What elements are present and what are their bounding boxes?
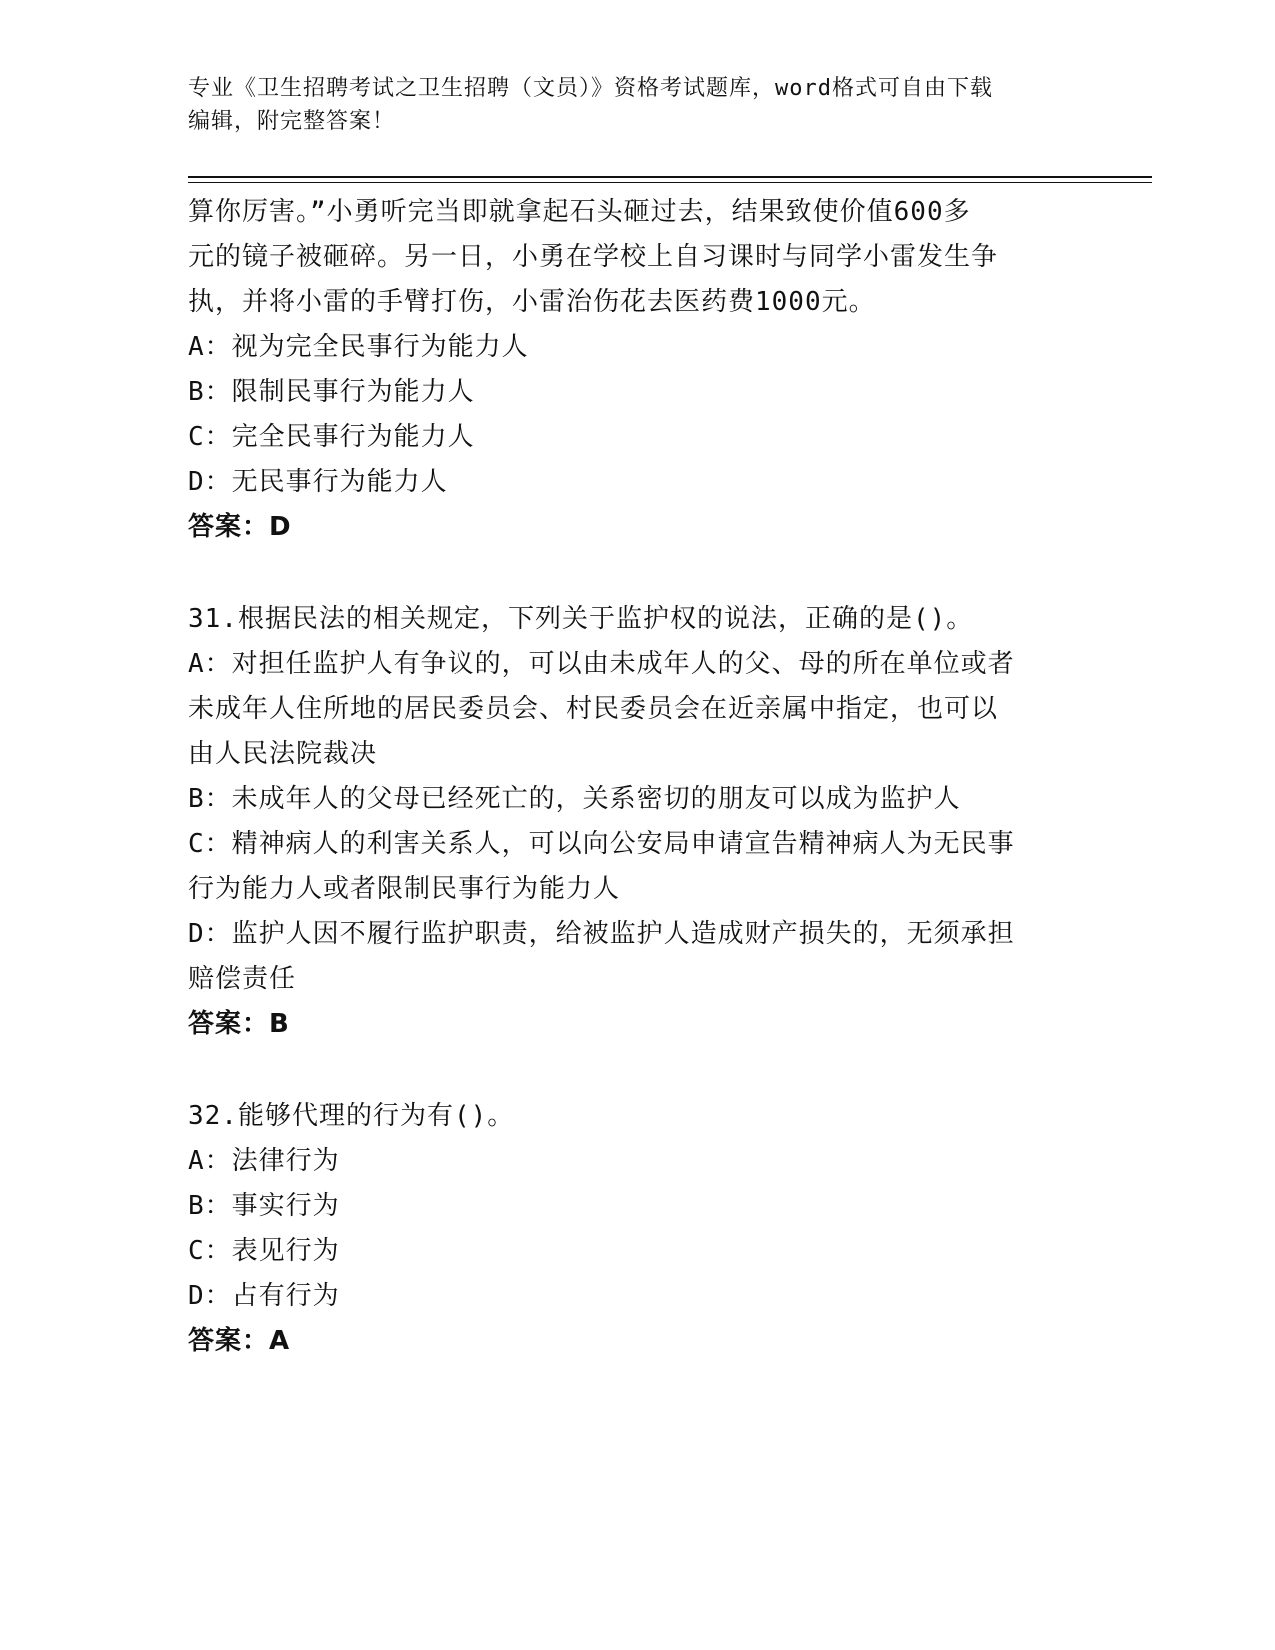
prev-question-block [188, 190, 1088, 550]
question-text-line: 元的镜子被砸碎。另一日，小勇在学校上自习课时与同学小雷发生争 [188, 242, 999, 272]
question-content [188, 190, 1088, 1364]
option-a: A：对担任监护人有争议的，可以由未成年人的父、母的所在单位或者 [188, 649, 1015, 679]
option-b: B：未成年人的父母已经死亡的，关系密切的朋友可以成为监护人 [188, 784, 961, 814]
document-header [188, 72, 1088, 138]
question-stem: 31.根据民法的相关规定，下列关于监护权的说法，正确的是()。 [188, 604, 974, 634]
option-d: D：占有行为 [188, 1281, 340, 1311]
question-32-block [188, 1094, 1088, 1364]
option-a: A：视为完全民事行为能力人 [188, 332, 529, 362]
header-divider-thin [188, 182, 1152, 183]
header-line-1: 专业《卫生招聘考试之卫生招聘（文员）》资格考试题库，word格式可自由下载 [188, 76, 993, 101]
option-c: C：表见行为 [188, 1236, 340, 1266]
spacer [188, 550, 1088, 597]
option-c: C：完全民事行为能力人 [188, 422, 475, 452]
option-d-continued: 赔偿责任 [188, 964, 297, 994]
question-31-block [188, 597, 1088, 1047]
answer-line: 答案：A [188, 1326, 291, 1356]
spacer [188, 1047, 1088, 1094]
option-d: D：监护人因不履行监护职责，给被监护人造成财产损失的，无须承担 [188, 919, 1015, 949]
option-c-continued: 行为能力人或者限制民事行为能力人 [188, 874, 621, 904]
option-a: A：法律行为 [188, 1146, 340, 1176]
answer-line: 答案：D [188, 512, 292, 542]
option-a-continued: 未成年人住所地的居民委员会、村民委员会在近亲属中指定，也可以 [188, 694, 999, 724]
option-d: D：无民事行为能力人 [188, 467, 448, 497]
answer-line: 答案：B [188, 1009, 290, 1039]
option-b: B：限制民事行为能力人 [188, 377, 475, 407]
header-line-2: 编辑，附完整答案！ [188, 109, 396, 134]
option-c: C：精神病人的利害关系人，可以向公安局申请宣告精神病人为无民事 [188, 829, 1015, 859]
question-text-line: 算你厉害。”小勇听完当即就拿起石头砸过去，结果致使价值600多 [188, 197, 971, 227]
question-text-line: 执，并将小雷的手臂打伤，小雷治伤花去医药费1000元。 [188, 287, 876, 317]
option-b: B：事实行为 [188, 1191, 340, 1221]
option-a-continued: 由人民法院裁决 [188, 739, 378, 769]
question-stem: 32.能够代理的行为有()。 [188, 1101, 515, 1131]
header-divider-thick [188, 176, 1152, 178]
